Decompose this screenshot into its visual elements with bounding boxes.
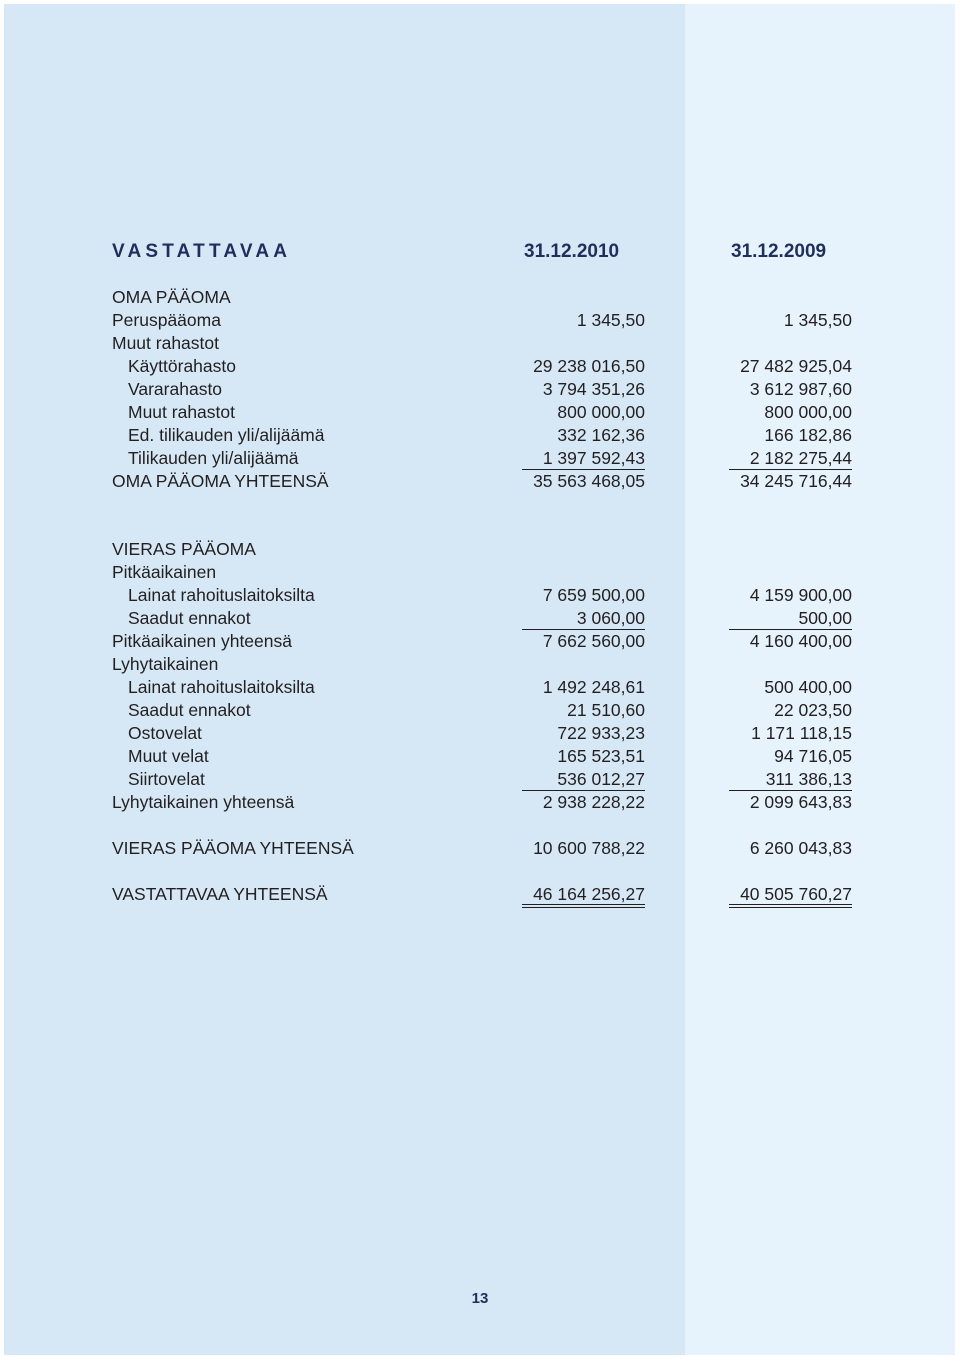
subheading-lyhytaikainen: Lyhytaikainen xyxy=(112,654,219,674)
spacer xyxy=(0,860,960,883)
section-heading-oma-paaoma: OMA PÄÄOMA xyxy=(112,287,231,307)
spacer xyxy=(0,814,960,837)
total-row-oma-paaoma: OMA PÄÄOMA YHTEENSÄ 35 563 468,05 34 245 716,44 xyxy=(112,471,852,491)
table-row: Tilikauden yli/alijäämä 1 397 592,43 2 182 275,44 xyxy=(128,448,852,468)
table-row: Vararahasto 3 794 351,26 3 612 987,60 xyxy=(128,379,852,399)
table-row: Muut velat 165 523,51 94 716,05 xyxy=(128,746,852,766)
table-row: Saadut ennakot 21 510,60 22 023,50 xyxy=(128,700,852,720)
table-row: Siirtovelat 536 012,27 311 386,13 xyxy=(128,769,852,789)
subtotal-row-lyhytaikainen: Lyhytaikainen yhteensä 2 938 228,22 2 099 643,83 xyxy=(112,792,852,812)
table-row: Saadut ennakot 3 060,00 500,00 xyxy=(128,608,852,628)
table-row: Ostovelat 722 933,23 1 171 118,15 xyxy=(128,723,852,743)
section-heading-vieras-paaoma: VIERAS PÄÄOMA xyxy=(112,539,256,559)
table-row: Muut rahastot 800 000,00 800 000,00 xyxy=(128,402,852,422)
subtotal-row-pitkaaikainen: Pitkäaikainen yhteensä 7 662 560,00 4 160 400,00 xyxy=(112,631,852,651)
column-header-2010: 31.12.2010 xyxy=(524,241,620,262)
subheading-pitkaaikainen: Pitkäaikainen xyxy=(112,562,217,582)
spacer xyxy=(0,493,960,538)
column-header-2009: 31.12.2009 xyxy=(731,241,827,262)
page-number: 13 xyxy=(471,1290,489,1307)
section-title: VASTATTAVAA xyxy=(112,241,292,262)
table-row: Lainat rahoituslaitoksilta 1 492 248,61 500 400,00 xyxy=(128,677,852,697)
subheading-muut-rahastot: Muut rahastot xyxy=(112,333,219,353)
table-header xyxy=(0,237,960,267)
table-row: Lainat rahoituslaitoksilta 7 659 500,00 4 159 900,00 xyxy=(128,585,852,605)
table-row: Peruspääoma 1 345,50 1 345,50 xyxy=(112,310,852,330)
table-row: Käyttörahasto 29 238 016,50 27 482 925,04 xyxy=(128,356,852,376)
table-row: Ed. tilikauden yli/alijäämä 332 162,36 166 182,86 xyxy=(128,425,852,445)
balance-sheet-table xyxy=(0,286,960,906)
grand-total-row: VASTATTAVAA YHTEENSÄ 46 164 256,27 40 505 760,27 xyxy=(0,883,960,906)
total-row-vieras-paaoma: VIERAS PÄÄOMA YHTEENSÄ 10 600 788,22 6 260 043,83 xyxy=(112,838,852,858)
